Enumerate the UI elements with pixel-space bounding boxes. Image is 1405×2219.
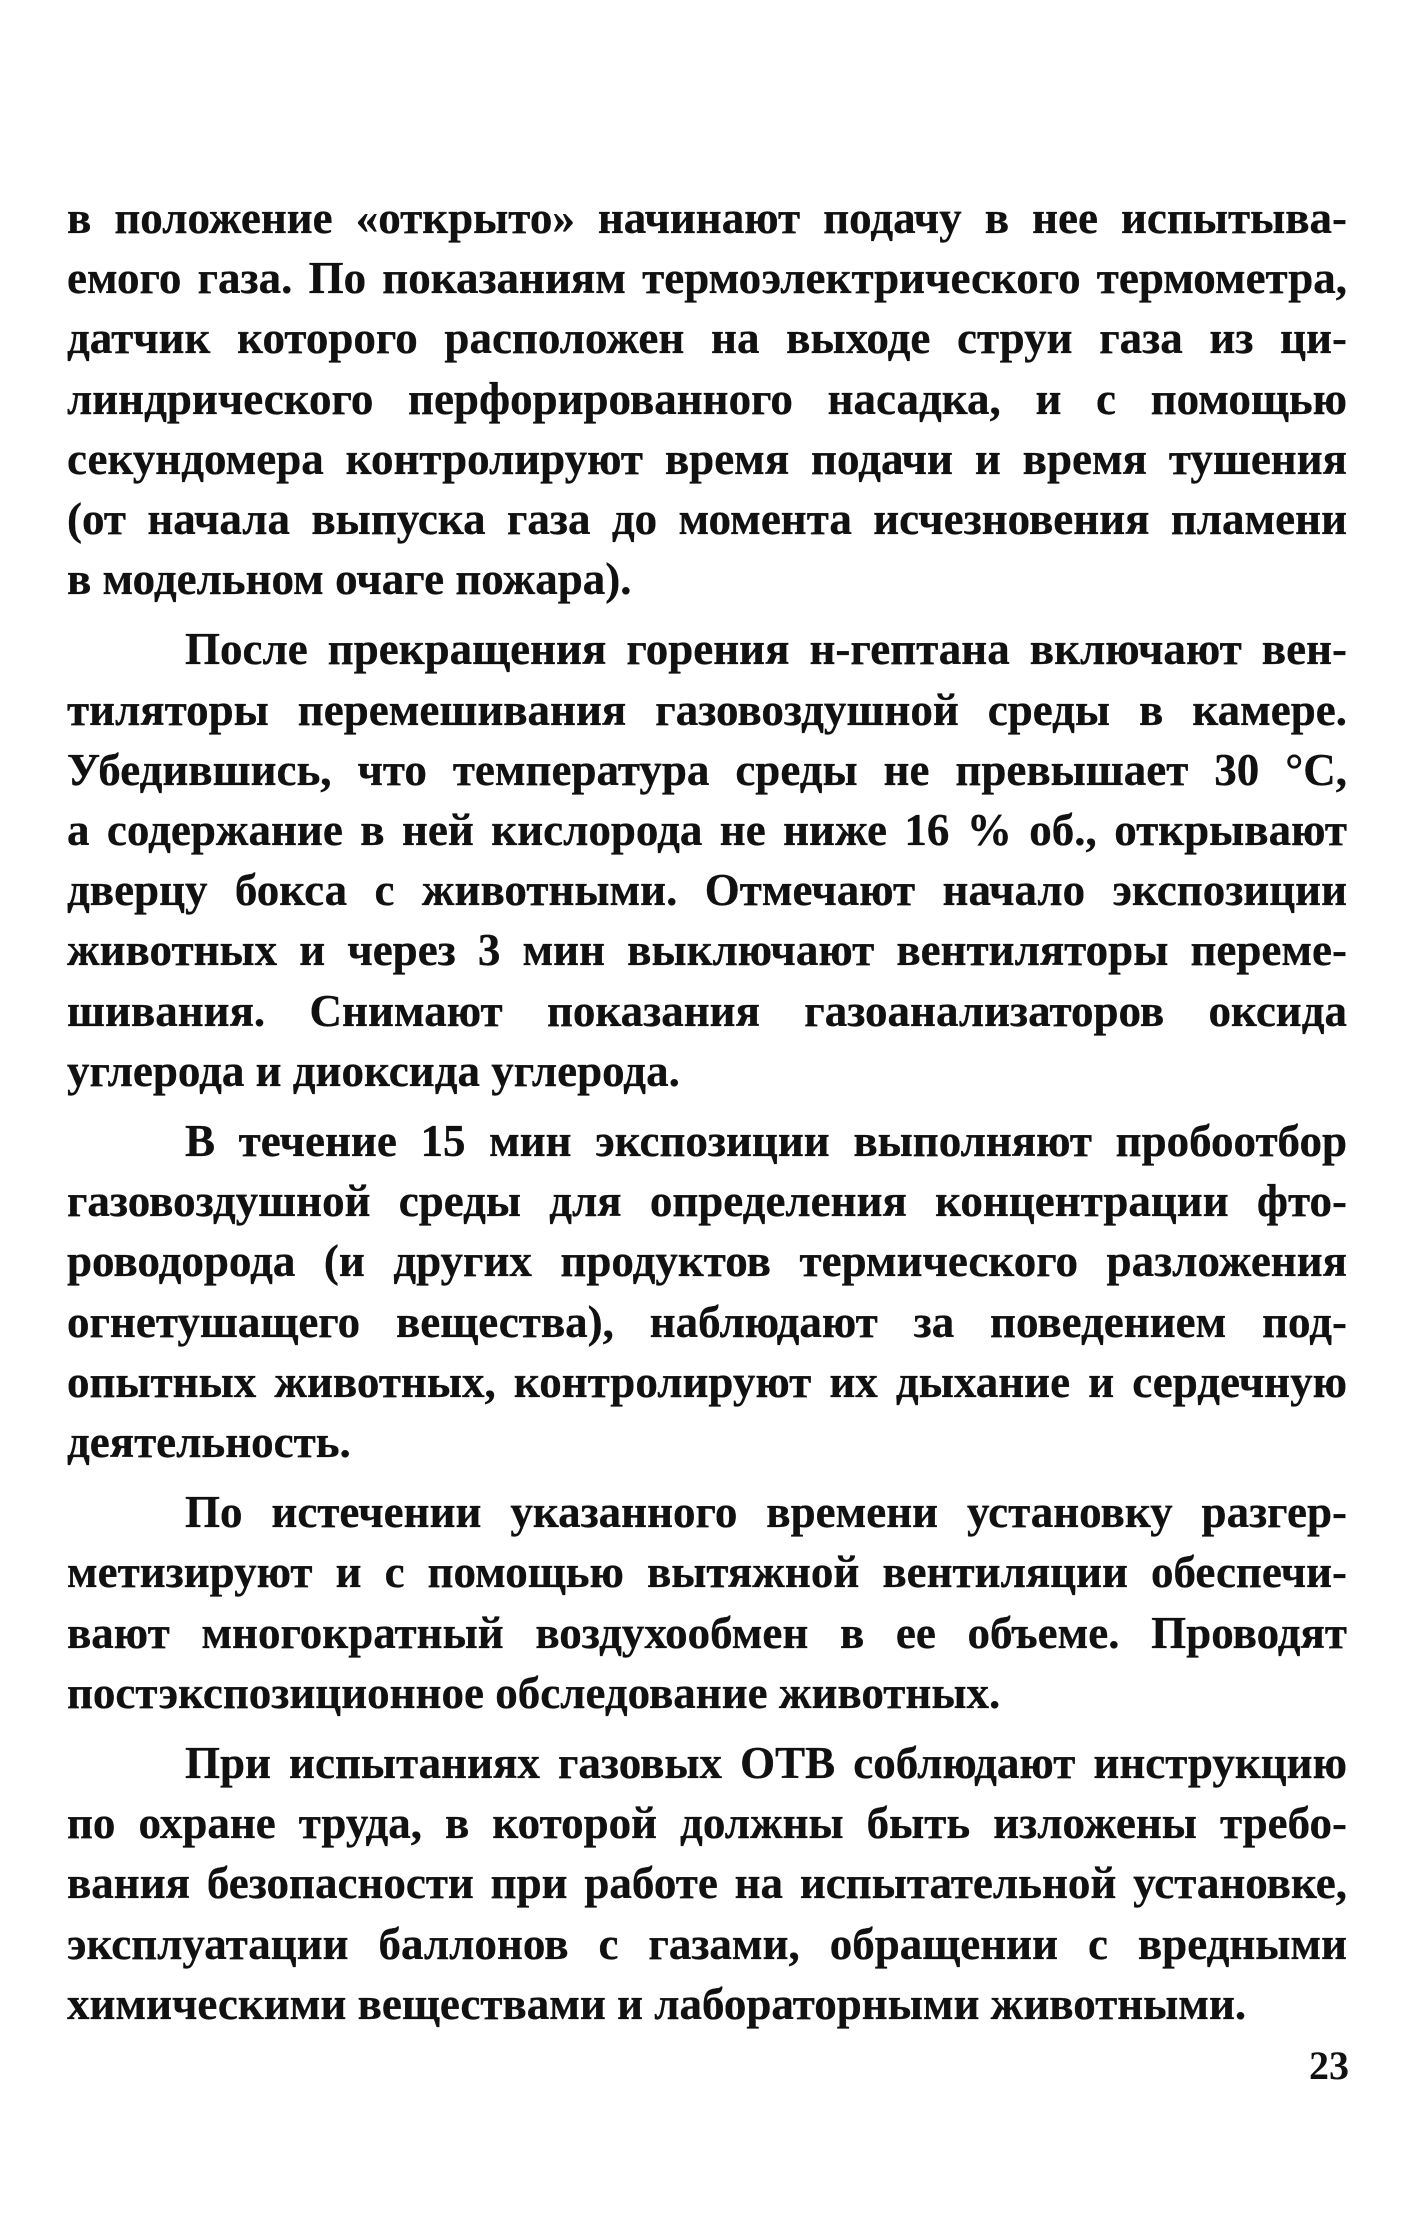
text-line: химическими веществами и лабораторными животными. (67, 1978, 1247, 2029)
text-line: Убедившись, что температура среды не превышает 30 °С, (67, 744, 1347, 795)
text-line: углерода и диоксида углерода. (67, 1045, 680, 1096)
text-line: вания безопасности при работе на испытательной установке, (67, 1858, 1347, 1909)
paragraph-2 (67, 619, 1347, 1101)
paragraph-4 (67, 1482, 1347, 1723)
text-line: дверцу бокса с животными. Отмечают начало экспозиции (67, 865, 1347, 916)
text-line: а содержание в ней кислорода не ниже 16 % об., открывают (67, 805, 1347, 856)
text-line: В течение 15 мин экспозиции выполняют пробоотбор (185, 1116, 1347, 1167)
text-line: постэкспозиционное обследование животных. (67, 1667, 1001, 1718)
text-line: секундомера контролируют время подачи и время тушения (67, 433, 1347, 484)
paragraph-1 (67, 188, 1347, 609)
text-line: По истечении указанного времени установку разгер- (185, 1487, 1347, 1538)
text-line: огнетушащего вещества), наблюдают за поведением под- (67, 1296, 1347, 1347)
text-line: в модельном очаге пожара). (67, 554, 632, 605)
text-line: датчик которого расположен на выходе струи газа из ци- (67, 313, 1347, 364)
text-line: После прекращения горения н-гептана включают вен- (185, 624, 1347, 675)
text-line: метизируют и с помощью вытяжной вентиляции обеспечи- (67, 1547, 1347, 1598)
page-body (67, 188, 1347, 2034)
text-line: При испытаниях газовых ОТВ соблюдают инструкцию (185, 1738, 1347, 1789)
text-line: линдрического перфорированного насадка, и с помощью (67, 373, 1347, 424)
paragraph-3 (67, 1111, 1347, 1472)
text-line: вают многократный воздухообмен в ее объеме. Проводят (67, 1607, 1347, 1658)
text-line: эксплуатации баллонов с газами, обращении с вредными (67, 1918, 1347, 1969)
text-line: по охране труда, в которой должны быть изложены требо- (67, 1798, 1347, 1849)
text-line: (от начала выпуска газа до момента исчезновения пламени (67, 494, 1347, 545)
text-line: шивания. Снимают показания газоанализаторов оксида (67, 985, 1347, 1036)
text-line: деятельность. (67, 1417, 351, 1468)
text-line: животных и через 3 мин выключают вентиляторы переме- (67, 925, 1347, 976)
text-line: емого газа. По показаниям термоэлектрического термометра, (67, 253, 1347, 304)
text-line: опытных животных, контролируют их дыхание и сердечную (67, 1356, 1347, 1407)
text-line: роводорода (и других продуктов термического разложения (67, 1236, 1347, 1287)
page-number: 23 (1309, 2043, 1349, 2088)
text-line: тиляторы перемешивания газовоздушной среды в камере. (67, 684, 1347, 735)
paragraph-5 (67, 1733, 1347, 2034)
text-line: в положение «открыто» начинают подачу в нее испытыва- (67, 193, 1347, 243)
text-line: газовоздушной среды для определения концентрации фто- (67, 1176, 1347, 1227)
